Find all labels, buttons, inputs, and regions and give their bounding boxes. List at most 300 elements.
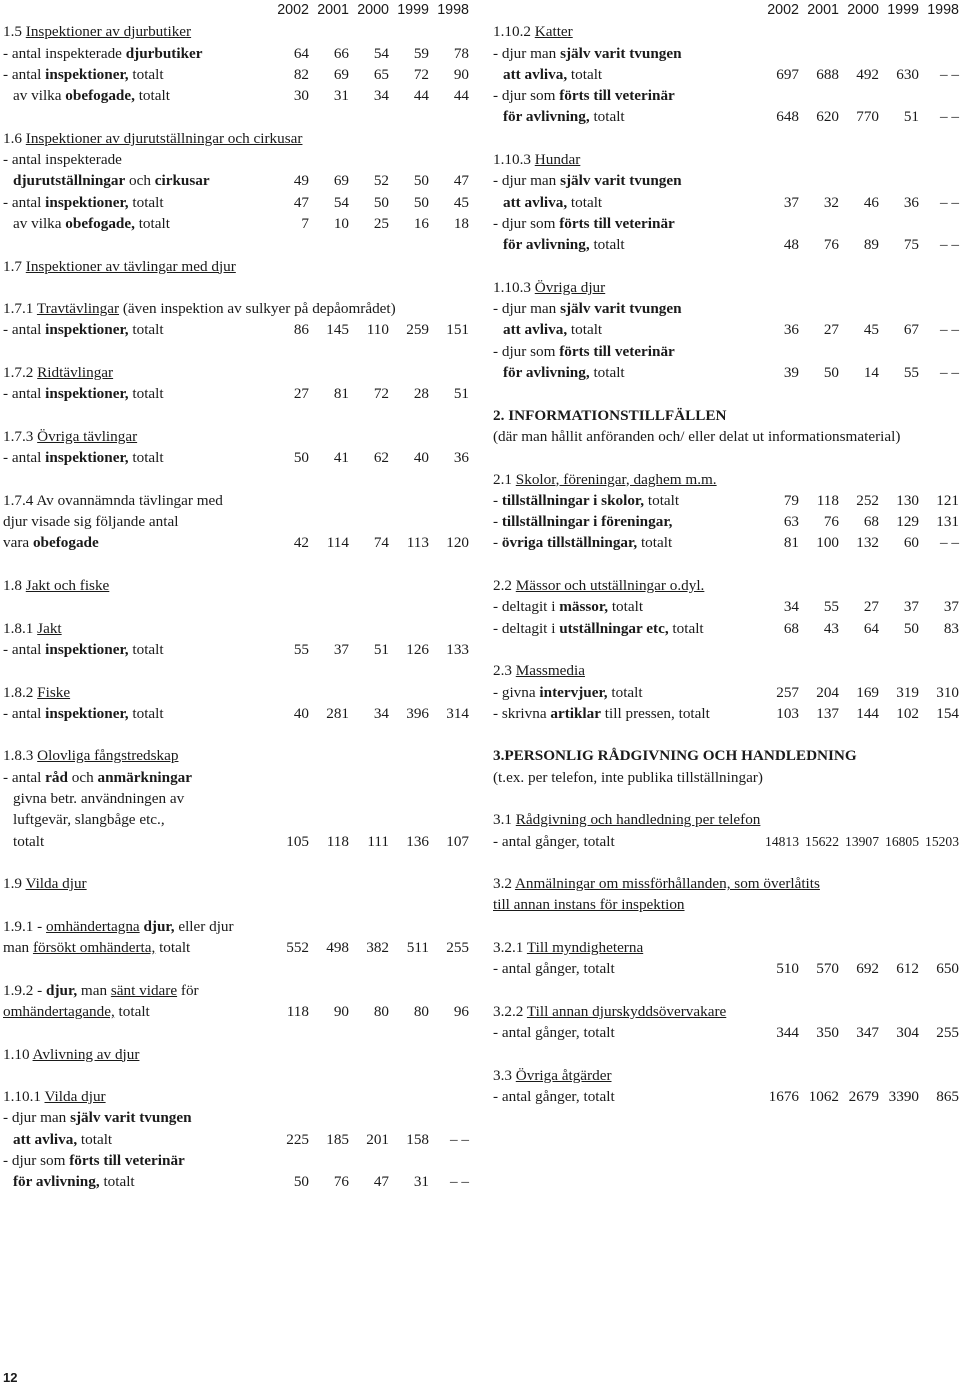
bold-text: inspektioner, bbox=[45, 449, 129, 467]
text-line bbox=[3, 1107, 469, 1128]
value-cell-2000: 2679 bbox=[848, 1088, 879, 1106]
text-segment: totalt bbox=[644, 491, 680, 509]
value-cell-1999: 259 bbox=[406, 321, 429, 339]
value-cell-2002: 7 bbox=[301, 214, 309, 232]
text-segment: av vilka bbox=[13, 214, 66, 232]
row-label bbox=[3, 383, 164, 404]
row-label bbox=[3, 298, 396, 319]
value-cell-2001: 281 bbox=[326, 704, 349, 722]
value-cell-2000: 692 bbox=[856, 960, 879, 978]
row-label bbox=[493, 532, 672, 553]
row-label bbox=[493, 341, 675, 362]
text-segment: man bbox=[77, 981, 111, 999]
value-cell-1998: 865 bbox=[936, 1088, 959, 1106]
text-segment: - bbox=[493, 534, 502, 552]
year-label: 2002 bbox=[767, 2, 799, 18]
value-cell-1998: 47 bbox=[453, 172, 469, 190]
underlined-text: omhändertagande, bbox=[3, 1002, 115, 1020]
value-cell-2002: 257 bbox=[776, 683, 799, 701]
text-segment: totalt bbox=[99, 1173, 135, 1191]
value-cell-2002: 82 bbox=[293, 65, 309, 83]
text-segment: totalt bbox=[637, 534, 673, 552]
value-cell-1999: 75 bbox=[903, 236, 919, 254]
text-segment: - antal bbox=[3, 385, 46, 403]
text-segment: av vilka bbox=[13, 87, 66, 105]
value-cell-2001: 15622 bbox=[805, 833, 839, 849]
value-cell-1999: 80 bbox=[413, 1002, 429, 1020]
bold-text: djur, bbox=[46, 981, 78, 999]
value-cell-2000: 770 bbox=[856, 108, 879, 126]
value-cell-2001: 570 bbox=[816, 960, 839, 978]
value-cell-2001: 76 bbox=[823, 236, 839, 254]
underlined-text: Vilda djur bbox=[44, 1088, 106, 1106]
underlined-text: Rådgivning och handledning per telefon bbox=[515, 811, 761, 829]
bold-text: cirkusar bbox=[154, 172, 210, 190]
value-cell-1998: – – bbox=[450, 1130, 469, 1148]
table-row bbox=[493, 1086, 959, 1107]
section-title bbox=[3, 618, 469, 639]
row-label bbox=[493, 149, 580, 170]
text-segment: till pressen, totalt bbox=[601, 704, 710, 722]
value-cell-2000: 25 bbox=[373, 214, 389, 232]
spacer bbox=[493, 1044, 959, 1065]
row-label bbox=[3, 1044, 139, 1065]
value-cell-1999: 126 bbox=[406, 640, 429, 658]
bold-text: inspektioner, bbox=[45, 704, 129, 722]
value-cell-1999: 113 bbox=[406, 534, 429, 552]
value-cell-2001: 55 bbox=[823, 598, 839, 616]
table-row bbox=[493, 511, 959, 532]
text-segment: 1.6 bbox=[3, 129, 26, 147]
text-segment: totalt bbox=[77, 1130, 113, 1148]
row-label bbox=[503, 106, 625, 127]
row-label bbox=[493, 405, 726, 426]
value-cell-1998: – – bbox=[940, 108, 959, 126]
value-cell-2000: 50 bbox=[373, 193, 389, 211]
value-cell-2000: 64 bbox=[863, 619, 879, 637]
value-cell-1998: – – bbox=[450, 1173, 469, 1191]
value-cell-2002: 48 bbox=[783, 236, 799, 254]
bold-text: att avliva, bbox=[503, 65, 568, 83]
value-cell-2001: 41 bbox=[333, 449, 349, 467]
text-segment: (även inspektion av sulkyer på depåområdet) bbox=[119, 300, 396, 318]
text-segment: - djur som bbox=[493, 214, 560, 232]
text-segment: totalt bbox=[607, 683, 643, 701]
value-cell-1999: 36 bbox=[903, 193, 919, 211]
section-title bbox=[493, 575, 959, 596]
value-cell-2001: 114 bbox=[326, 534, 349, 552]
text-segment: för bbox=[177, 981, 199, 999]
value-cell-1998: 15203 bbox=[925, 833, 959, 849]
text-line bbox=[493, 298, 959, 319]
text-line bbox=[3, 767, 469, 788]
row-label bbox=[13, 788, 184, 809]
bold-text: själv varit tvungen bbox=[70, 1109, 192, 1127]
table-row bbox=[3, 319, 469, 340]
value-cell-2001: 50 bbox=[823, 364, 839, 382]
value-cell-2001: 100 bbox=[816, 534, 839, 552]
value-cell-1999: 612 bbox=[896, 960, 919, 978]
bold-text: att avliva, bbox=[503, 193, 568, 211]
value-cell-2002: 103 bbox=[776, 704, 799, 722]
row-label bbox=[13, 170, 210, 191]
text-segment: luftgevär, slangbåge etc., bbox=[13, 811, 165, 829]
underlined-text: omhändertagna bbox=[46, 917, 140, 935]
value-cell-1999: 67 bbox=[903, 321, 919, 339]
text-segment: - antal bbox=[3, 65, 46, 83]
row-label bbox=[493, 703, 710, 724]
text-segment: - antal bbox=[3, 640, 46, 658]
value-cell-1999: 158 bbox=[406, 1130, 429, 1148]
row-label bbox=[493, 596, 643, 617]
text-segment: 1.7.4 bbox=[3, 491, 37, 509]
section-title bbox=[493, 660, 959, 681]
value-cell-1999: 630 bbox=[896, 65, 919, 83]
value-cell-1999: 136 bbox=[406, 832, 429, 850]
year-label: 1999 bbox=[887, 2, 919, 18]
value-cell-2001: 350 bbox=[816, 1024, 839, 1042]
value-cell-2001: 32 bbox=[823, 193, 839, 211]
bold-text: 3.PERSONLIG RÅDGIVNING OCH HANDLEDNING bbox=[493, 747, 857, 765]
text-segment: 3.1 bbox=[493, 811, 516, 829]
row-label bbox=[3, 256, 236, 277]
text-segment: djur visade sig följande antal bbox=[3, 513, 179, 531]
text-segment: 3.3 bbox=[493, 1066, 516, 1084]
value-cell-1998: 51 bbox=[453, 385, 469, 403]
bold-text: att avliva, bbox=[13, 1130, 78, 1148]
value-cell-2002: 37 bbox=[783, 193, 799, 211]
year-header bbox=[493, 0, 959, 21]
section-title bbox=[493, 277, 959, 298]
table-row bbox=[493, 618, 959, 639]
bold-text: tillställningar i föreningar, bbox=[501, 513, 673, 531]
text-segment: 1.9.1 - bbox=[3, 917, 47, 935]
value-cell-1998: – – bbox=[940, 364, 959, 382]
value-cell-2001: 43 bbox=[823, 619, 839, 637]
value-cell-1998: 120 bbox=[446, 534, 469, 552]
value-cell-1998: 133 bbox=[446, 640, 469, 658]
value-cell-2002: 86 bbox=[293, 321, 309, 339]
value-cell-2002: 79 bbox=[783, 491, 799, 509]
value-cell-2001: 76 bbox=[823, 513, 839, 531]
text-segment: - antal bbox=[3, 449, 46, 467]
spacer bbox=[3, 234, 469, 255]
text-segment: 1.10.3 bbox=[493, 278, 535, 296]
row-label bbox=[3, 767, 192, 788]
table-row bbox=[3, 64, 469, 85]
text-segment: - djur som bbox=[493, 87, 560, 105]
row-label bbox=[13, 831, 44, 852]
value-cell-1998: 78 bbox=[453, 44, 469, 62]
row-label bbox=[493, 873, 820, 894]
text-line bbox=[3, 1150, 469, 1171]
text-segment: totalt bbox=[128, 385, 164, 403]
section-title bbox=[3, 21, 469, 42]
text-segment: totalt bbox=[128, 193, 164, 211]
underlined-text: Olovliga fångstredskap bbox=[37, 747, 179, 765]
underlined-text: Avlivning av djur bbox=[32, 1045, 140, 1063]
text-segment: totalt bbox=[567, 321, 603, 339]
value-cell-1998: 90 bbox=[453, 65, 469, 83]
text-segment: - djur man bbox=[493, 44, 561, 62]
spacer bbox=[3, 277, 469, 298]
value-cell-2001: 31 bbox=[333, 87, 349, 105]
value-cell-2002: 105 bbox=[286, 832, 309, 850]
value-cell-2001: 118 bbox=[816, 491, 839, 509]
year-label: 1998 bbox=[927, 2, 959, 18]
text-segment: - antal bbox=[3, 704, 46, 722]
value-cell-1998: – – bbox=[940, 193, 959, 211]
row-label bbox=[3, 639, 164, 660]
text-segment: 1.7.3 bbox=[3, 427, 38, 445]
year-label: 2000 bbox=[847, 2, 879, 18]
underlined-text: försökt omhänderta, bbox=[32, 939, 156, 957]
value-cell-1998: 650 bbox=[936, 960, 959, 978]
spacer bbox=[3, 1022, 469, 1043]
section-title bbox=[3, 256, 469, 277]
text-segment: - djur som bbox=[493, 342, 560, 360]
row-label bbox=[493, 469, 717, 490]
table-row bbox=[3, 703, 469, 724]
spacer bbox=[3, 660, 469, 681]
text-segment: 1.10 bbox=[3, 1045, 33, 1063]
table-row bbox=[493, 831, 959, 852]
spacer bbox=[3, 341, 469, 362]
value-cell-2002: 47 bbox=[293, 193, 309, 211]
section-title bbox=[493, 405, 959, 426]
value-cell-2000: 110 bbox=[366, 321, 389, 339]
bold-text: inspektioner, bbox=[45, 385, 129, 403]
bold-text: förts till veterinär bbox=[69, 1152, 185, 1170]
value-cell-1999: 16805 bbox=[885, 833, 919, 849]
spacer bbox=[493, 554, 959, 575]
value-cell-2001: 145 bbox=[326, 321, 349, 339]
value-cell-1998: 151 bbox=[446, 321, 469, 339]
value-cell-2000: 111 bbox=[367, 832, 389, 850]
spacer bbox=[493, 980, 959, 1001]
value-cell-1998: 310 bbox=[936, 683, 959, 701]
bold-text: anmärkningar bbox=[97, 768, 192, 786]
underlined-text: Massmedia bbox=[515, 662, 585, 680]
text-line bbox=[493, 213, 959, 234]
row-label bbox=[493, 170, 682, 191]
row-label bbox=[493, 958, 615, 979]
row-label bbox=[3, 362, 113, 383]
underlined-text: Inspektioner av djurutställningar och cirkusar bbox=[25, 129, 303, 147]
underlined-text: till annan instans för inspektion bbox=[493, 896, 685, 914]
value-cell-1998: 121 bbox=[936, 491, 959, 509]
value-cell-2000: 65 bbox=[373, 65, 389, 83]
text-segment: totalt bbox=[589, 236, 625, 254]
section-title bbox=[3, 490, 469, 511]
value-cell-2000: 34 bbox=[373, 704, 389, 722]
section-title bbox=[493, 937, 959, 958]
text-segment: vara bbox=[3, 534, 33, 552]
value-cell-1998: 44 bbox=[453, 87, 469, 105]
value-cell-2000: 68 bbox=[863, 513, 879, 531]
spacer bbox=[3, 894, 469, 915]
table-row bbox=[493, 1022, 959, 1043]
value-cell-2000: 169 bbox=[856, 683, 879, 701]
value-cell-2002: 42 bbox=[293, 534, 309, 552]
spacer bbox=[493, 256, 959, 277]
row-label bbox=[3, 618, 62, 639]
row-label bbox=[13, 809, 165, 830]
section-title bbox=[3, 575, 469, 596]
table-row bbox=[3, 639, 469, 660]
row-label bbox=[493, 298, 682, 319]
section-title bbox=[3, 128, 469, 149]
row-label bbox=[493, 575, 704, 596]
bold-text: förts till veterinär bbox=[559, 342, 675, 360]
value-cell-2002: 344 bbox=[776, 1024, 799, 1042]
row-label bbox=[493, 426, 900, 447]
text-segment: - deltagit i bbox=[493, 619, 560, 637]
text-segment: - antal gånger, totalt bbox=[493, 832, 615, 850]
text-segment: - antal bbox=[3, 193, 46, 211]
value-cell-1998: 314 bbox=[446, 704, 469, 722]
text-segment: 1.8.3 bbox=[3, 747, 38, 765]
text-segment: - djur man bbox=[493, 300, 561, 318]
bold-text: övriga tillställningar, bbox=[501, 534, 638, 552]
value-cell-2002: 14813 bbox=[765, 833, 799, 849]
row-label bbox=[503, 64, 602, 85]
row-label bbox=[3, 64, 164, 85]
row-label bbox=[3, 511, 178, 532]
value-cell-2001: 69 bbox=[333, 172, 349, 190]
value-cell-2000: 27 bbox=[863, 598, 879, 616]
text-segment: - djur som bbox=[3, 1152, 70, 1170]
row-label bbox=[13, 85, 170, 106]
text-segment: totalt bbox=[668, 619, 704, 637]
row-label bbox=[3, 916, 234, 937]
value-cell-1999: 60 bbox=[903, 534, 919, 552]
value-cell-1998: 255 bbox=[936, 1024, 959, 1042]
value-cell-2002: 36 bbox=[783, 321, 799, 339]
bold-text: tillställningar i skolor, bbox=[501, 491, 645, 509]
year-label: 2001 bbox=[807, 2, 839, 18]
value-cell-2001: 10 bbox=[333, 214, 349, 232]
bold-text: mässor, bbox=[559, 598, 609, 616]
row-label bbox=[493, 767, 763, 788]
row-label bbox=[493, 21, 573, 42]
value-cell-2002: 50 bbox=[293, 1173, 309, 1191]
section-title bbox=[493, 149, 959, 170]
row-label bbox=[3, 873, 87, 894]
row-label bbox=[3, 703, 164, 724]
value-cell-2002: 552 bbox=[286, 939, 309, 957]
section-title bbox=[3, 1086, 469, 1107]
row-label bbox=[493, 937, 643, 958]
spacer bbox=[3, 852, 469, 873]
row-label bbox=[3, 1086, 106, 1107]
section-title bbox=[3, 980, 469, 1001]
table-row bbox=[493, 682, 959, 703]
underlined-text: Vilda djur bbox=[25, 875, 87, 893]
text-segment: totalt bbox=[128, 65, 164, 83]
value-cell-1999: 50 bbox=[903, 619, 919, 637]
text-segment: 3.2.1 bbox=[493, 939, 527, 957]
row-label bbox=[493, 1065, 612, 1086]
value-cell-1998: – – bbox=[940, 236, 959, 254]
row-label bbox=[493, 277, 605, 298]
value-cell-2002: 63 bbox=[783, 513, 799, 531]
value-cell-2000: 34 bbox=[373, 87, 389, 105]
text-line bbox=[493, 85, 959, 106]
value-cell-1999: 130 bbox=[896, 491, 919, 509]
text-segment: 1.8.2 bbox=[3, 683, 38, 701]
section-title bbox=[3, 745, 469, 766]
value-cell-2002: 510 bbox=[776, 960, 799, 978]
text-segment: 1.7 bbox=[3, 257, 26, 275]
year-label: 2002 bbox=[277, 2, 309, 18]
value-cell-1998: – – bbox=[940, 65, 959, 83]
spacer bbox=[3, 469, 469, 490]
table-row bbox=[3, 447, 469, 468]
value-cell-2000: 62 bbox=[373, 449, 389, 467]
row-label bbox=[493, 1022, 615, 1043]
table-row bbox=[3, 532, 469, 553]
table-row bbox=[493, 362, 959, 383]
table-row bbox=[493, 532, 959, 553]
text-segment: och bbox=[125, 172, 155, 190]
table-row bbox=[3, 170, 469, 191]
table-row bbox=[3, 43, 469, 64]
row-label bbox=[493, 745, 857, 766]
text-segment: totalt bbox=[114, 1002, 150, 1020]
row-label bbox=[3, 1150, 185, 1171]
text-segment: 1.8 bbox=[3, 577, 26, 595]
row-label bbox=[3, 1001, 150, 1022]
text-line bbox=[3, 809, 469, 830]
bold-text: utställningar etc, bbox=[559, 619, 669, 637]
underlined-text: Katter bbox=[534, 23, 573, 41]
row-label bbox=[3, 447, 164, 468]
underlined-text: Travtävlingar bbox=[36, 300, 120, 318]
section-title bbox=[493, 1001, 959, 1022]
value-cell-2002: 648 bbox=[776, 108, 799, 126]
underlined-text: Inspektioner av tävlingar med djur bbox=[25, 257, 236, 275]
text-segment: - antal gånger, totalt bbox=[493, 1088, 615, 1106]
row-label bbox=[503, 192, 602, 213]
row-label bbox=[3, 128, 302, 149]
value-cell-2002: 64 bbox=[293, 44, 309, 62]
value-cell-2000: 72 bbox=[373, 385, 389, 403]
text-line bbox=[493, 426, 959, 447]
spacer bbox=[493, 788, 959, 809]
row-label bbox=[13, 1171, 135, 1192]
spacer bbox=[493, 383, 959, 404]
text-segment: 3.2 bbox=[493, 875, 515, 893]
text-segment: 1.7.1 bbox=[3, 300, 37, 318]
text-line bbox=[3, 511, 469, 532]
text-segment: (t.ex. per telefon, inte publika tillställningar) bbox=[493, 768, 763, 786]
table-row bbox=[493, 490, 959, 511]
text-segment: - djur man bbox=[3, 1109, 71, 1127]
value-cell-1999: 50 bbox=[413, 172, 429, 190]
bold-text: att avliva, bbox=[503, 321, 568, 339]
value-cell-2000: 347 bbox=[856, 1024, 879, 1042]
underlined-text: Övriga djur bbox=[534, 278, 606, 296]
text-segment: - antal bbox=[3, 321, 46, 339]
value-cell-2000: 54 bbox=[373, 44, 389, 62]
bold-text: själv varit tvungen bbox=[560, 44, 682, 62]
value-cell-2002: 34 bbox=[783, 598, 799, 616]
value-cell-2002: 118 bbox=[286, 1002, 309, 1020]
text-segment: 2.3 bbox=[493, 662, 516, 680]
underlined-text: Inspektioner av djurbutiker bbox=[25, 23, 192, 41]
spacer bbox=[493, 639, 959, 660]
